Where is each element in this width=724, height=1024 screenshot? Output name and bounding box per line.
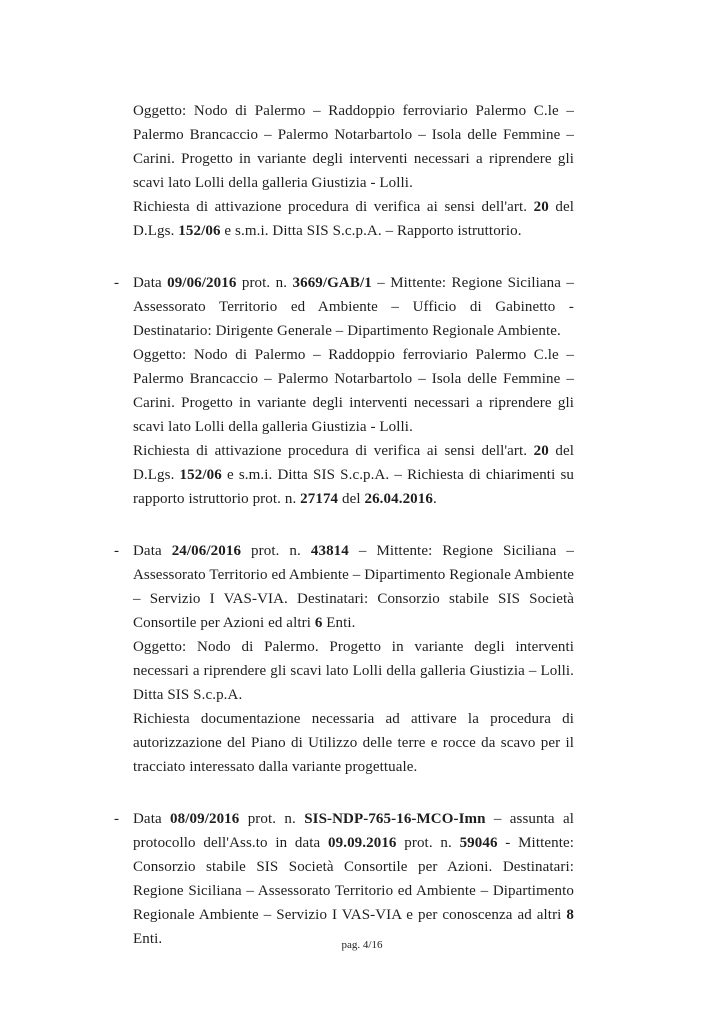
paragraph-richiesta: Richiesta documentazione necessaria ad attivare la procedura di autorizzazione del Piano di Utilizzo delle terre e rocce da scavo per il tracciato interessato dalla variante progettuale. (133, 711, 574, 775)
correspondence-item (114, 539, 574, 779)
list-dash-marker: - (114, 811, 119, 827)
document-body (114, 99, 575, 951)
paragraph-richiesta: Richiesta di attivazione procedura di verifica ai sensi dell'art. 20 del D.Lgs. 152/06 e s.m.i. Ditta SIS S.c.p.A. – Richiesta di chiarimenti su rapporto istruttorio prot. n. 27174 del 26.04.2016. (133, 443, 575, 507)
page-number: pag. 4/16 (341, 939, 383, 951)
paragraph-data-mittente: Data 24/06/2016 prot. n. 43814 – Mittente: Regione Siciliana – Assessorato Territorio ed Ambiente – Dipartimento Regionale Ambiente – Servizio I VAS-VIA. Destinatari: Consorzio stabile SIS Società Consortile per Azioni ed altri 6 Enti. (133, 543, 574, 631)
paragraph-oggetto: Oggetto: Nodo di Palermo. Progetto in variante degli interventi necessari a riprendere gli scavi lato Lolli della galleria Giustizia – Lolli. Ditta SIS S.c.p.A. (133, 639, 574, 703)
paragraph-oggetto: Oggetto: Nodo di Palermo – Raddoppio ferroviario Palermo C.le – Palermo Brancaccio – Palermo Notarbartolo – Isola delle Femmine – Carini. Progetto in variante degli interventi necessari a riprendere gli scavi lato Lolli della galleria Giustizia - Lolli. (133, 103, 574, 191)
correspondence-item-continuation (133, 99, 574, 243)
paragraph-richiesta: Richiesta di attivazione procedura di verifica ai sensi dell'art. 20 del D.Lgs. 152/06 e s.m.i. Ditta SIS S.c.p.A. – Rapporto istruttorio. (133, 199, 575, 239)
paragraph-data-mittente: Data 08/09/2016 prot. n. SIS-NDP-765-16-MCO-Imn – assunta al protocollo dell'Ass.to in data 09.09.2016 prot. n. 59046 - Mittente: Consorzio stabile SIS Società Consortile per Azioni. Destinatari: Regione Siciliana – Assessorato Territorio ed Ambiente – Dipartimento Regionale Ambiente – Servizio I VAS-VIA e per conoscenza ad altri 8 Enti. (133, 811, 575, 947)
paragraph-data-mittente: Data 09/06/2016 prot. n. 3669/GAB/1 – Mittente: Regione Siciliana – Assessorato Territorio ed Ambiente – Ufficio di Gabinetto - Destinatario: Dirigente Generale – Dipartimento Regionale Ambiente. (133, 275, 574, 339)
paragraph-oggetto: Oggetto: Nodo di Palermo – Raddoppio ferroviario Palermo C.le – Palermo Brancaccio – Palermo Notarbartolo – Isola delle Femmine – Carini. Progetto in variante degli interventi necessari a riprendere gli scavi lato Lolli della galleria Giustizia - Lolli. (133, 347, 574, 435)
list-dash-marker: - (114, 275, 119, 291)
list-dash-marker: - (114, 543, 119, 559)
correspondence-item (114, 807, 575, 951)
correspondence-item (114, 271, 575, 511)
